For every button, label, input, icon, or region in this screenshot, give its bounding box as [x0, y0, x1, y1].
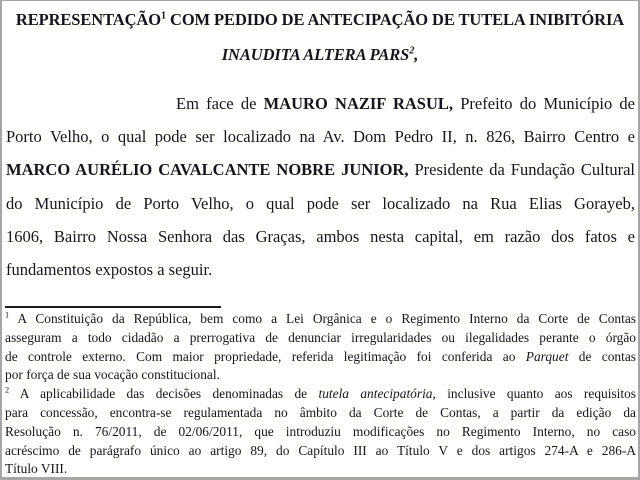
body-line-5: 1606, Bairro Nossa Senhora das Graças, ambos nesta capital, em razão dos fatos e — [6, 226, 635, 246]
footnote-2-line-5: Título VIII. — [5, 461, 68, 477]
body-paragraph — [2, 87, 638, 286]
body-run: Prefeito do Município de — [453, 94, 635, 113]
footnotes-section — [5, 310, 636, 479]
footnote-2 — [5, 385, 636, 479]
title-latin-phrase: INAUDITA ALTERA PARS — [221, 45, 410, 64]
footnote-text: , inclusive quanto aos requisitos — [432, 386, 636, 402]
footnote-text: A aplicabilidade das decisões denominadas de — [9, 386, 319, 402]
footnote-text: de controle externo. Com maior propriedade, referida legitimação foi conferida ao — [5, 348, 526, 364]
footnote-2-line-1 — [5, 385, 636, 404]
footnote-text: de contas — [568, 348, 636, 364]
title-text-rest: COM PEDIDO DE ANTECIPAÇÃO DE TUTELA INIBITÓRIA — [165, 10, 625, 29]
title-text: REPRESENTAÇÃO — [15, 10, 161, 29]
title-line-2 — [2, 44, 638, 66]
footnote-separator — [5, 306, 221, 308]
footnote-1-line-4: por força de sua vocação constitucional. — [5, 367, 220, 383]
latin-term-parquet: Parquet — [525, 348, 569, 364]
title-line-1 — [2, 9, 638, 31]
body-run: Presidente da Fundação Cultural — [408, 160, 635, 180]
footnote-1-line-2: asseguram a todo cidadão a prerrogativa de denunciar irregularidades ou ilegalidades perante o órgão — [5, 329, 636, 345]
footnote-text: A Constituição da República, bem como a Lei Orgânica e o Regimento Interno da Corte de Contas — [9, 311, 636, 326]
footnote-2-line-3: Resolução n. 76/2011, de 02/06/2011, que introduziu modificações no Regimento Interno, no caso — [5, 423, 636, 439]
footnote-marker-2: 2 — [5, 385, 10, 395]
document-title — [2, 9, 638, 66]
body-line-3 — [6, 153, 635, 186]
body-line-1 — [6, 87, 635, 120]
footnote-ref-2: 2 — [409, 45, 415, 57]
party-name-2: MARCO AURÉLIO CAVALCANTE NOBRE JUNIOR, — [6, 160, 409, 180]
body-line-6: fundamentos expostos a seguir. — [6, 260, 213, 280]
footnote-marker-1: 1 — [5, 310, 10, 320]
party-name-1: MAURO NAZIF RASUL, — [263, 94, 454, 113]
legal-term-tutela-antecipatoria: tutela antecipatória — [318, 386, 433, 402]
footnote-2-line-4: acréscimo de parágrafo único ao artigo 89, do Capítulo III ao Título V e dos artigos 274-A e 286-A — [5, 442, 636, 458]
footnote-2-line-2: para concessão, encontra-se regulamentada no âmbito da Corte de Contas, a partir da edição da — [5, 404, 636, 420]
body-line-4: do Município de Porto Velho, o qual pode ser localizado na Rua Elias Gorayeb, — [6, 193, 635, 213]
footnote-1-line-3 — [5, 348, 636, 367]
body-run: Em face de — [176, 94, 264, 113]
body-line-2: Porto Velho, o qual pode ser localizado na Av. Dom Pedro II, n. 826, Bairro Centro e — [6, 127, 635, 147]
footnote-1 — [5, 310, 636, 385]
footnote-ref-1: 1 — [160, 10, 166, 22]
title-line-2-comma: , — [414, 45, 419, 64]
footnote-1-line-1 — [5, 310, 636, 329]
